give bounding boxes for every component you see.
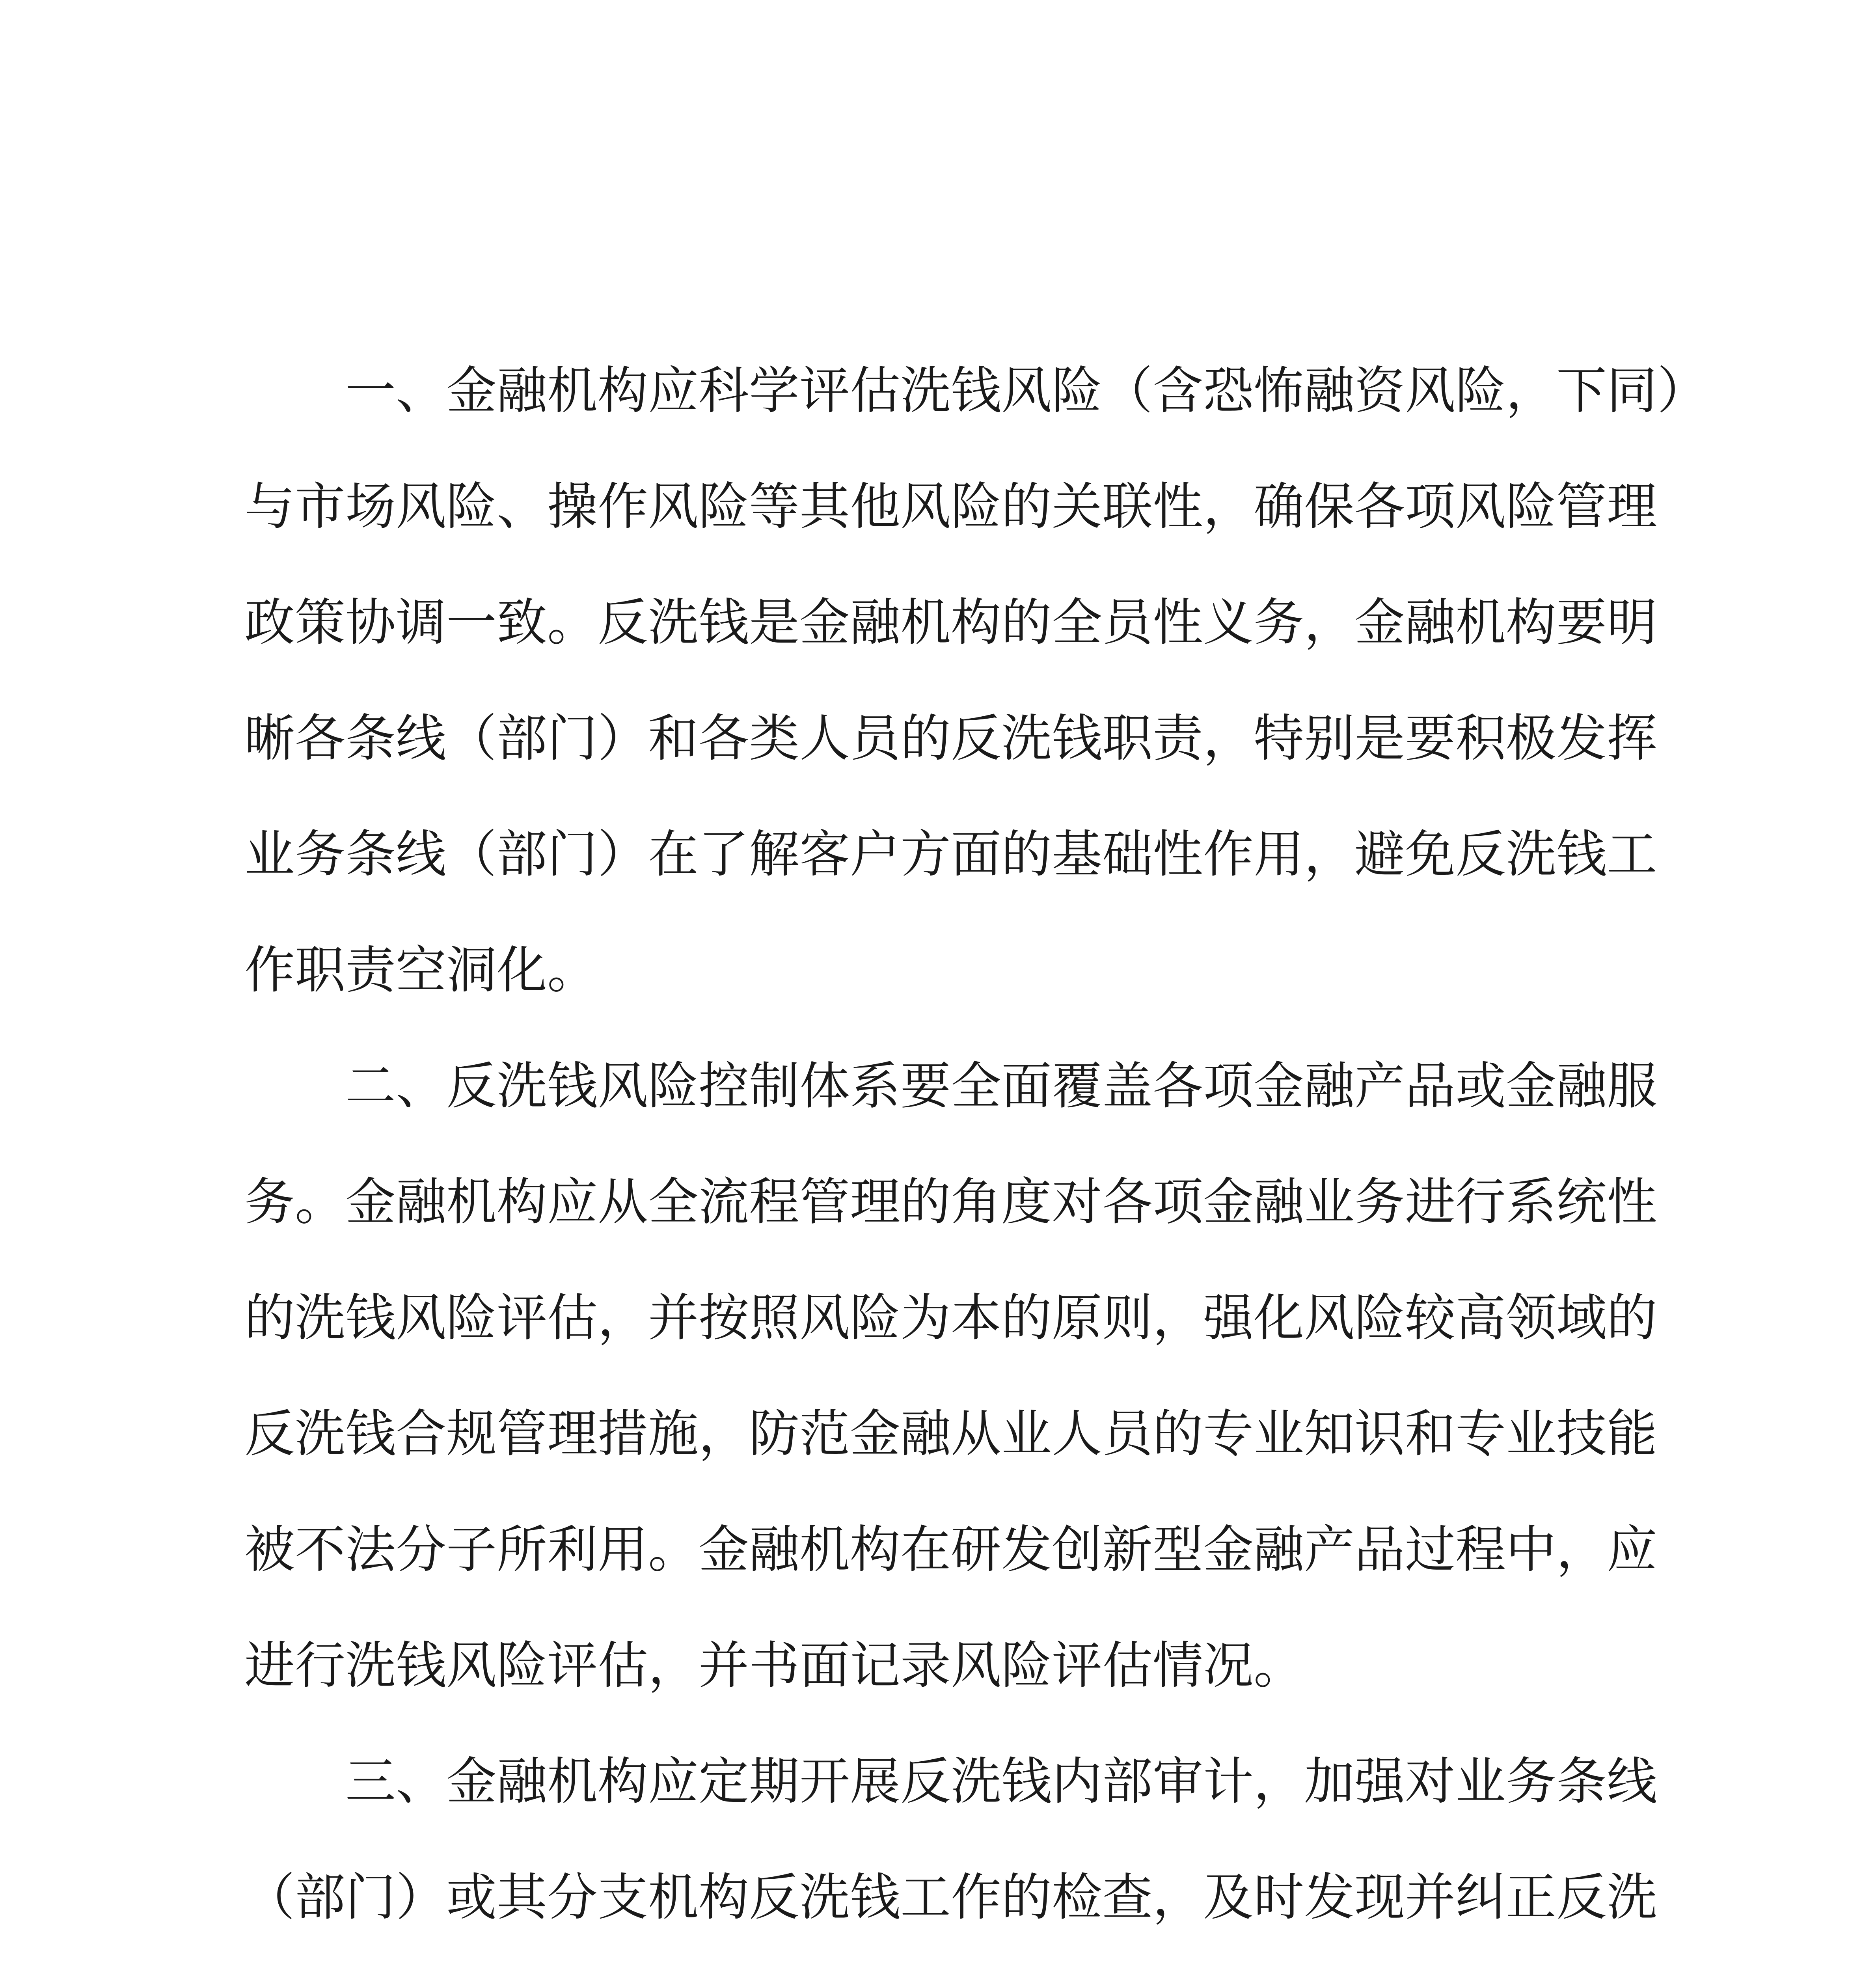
paragraph-3-line-2: （部门）或其分支机构反洗钱工作的检查，及时发现并纠正反洗 (244, 1868, 1658, 1927)
paragraph-1-line-3: 政策协调一致。反洗钱是金融机构的全员性义务，金融机构要明 (244, 593, 1658, 652)
paragraph-1-line-2: 与市场风险、操作风险等其他风险的关联性，确保各项风险管理 (244, 477, 1658, 536)
paragraph-2-line-2: 务。金融机构应从全流程管理的角度对各项金融业务进行系统性 (244, 1173, 1658, 1231)
paragraph-2-line-5: 被不法分子所利用。金融机构在研发创新型金融产品过程中，应 (244, 1520, 1658, 1579)
document-body (244, 333, 1708, 1971)
paragraph-3-line-1: 三、金融机构应定期开展反洗钱内部审计，加强对业务条线 (345, 1752, 1658, 1811)
paragraph-2-line-6: 进行洗钱风险评估，并书面记录风险评估情况。 (244, 1636, 1304, 1695)
paragraph-3-line-3 (244, 1956, 1616, 1971)
paragraph-1-line-4: 晰各条线（部门）和各类人员的反洗钱职责，特别是要积极发挥 (244, 709, 1658, 768)
paragraph-2-line-4: 反洗钱合规管理措施，防范金融从业人员的专业知识和专业技能 (244, 1405, 1658, 1463)
paragraph-2-line-3: 的洗钱风险评估，并按照风险为本的原则，强化风险较高领域的 (244, 1289, 1658, 1347)
paragraph-1-line-6: 作职责空洞化。 (244, 941, 598, 1000)
paragraph-1-line-1: 一、金融机构应科学评估洗钱风险（含恐怖融资风险，下同） (345, 361, 1708, 420)
paragraph-2-line-1: 二、反洗钱风险控制体系要全面覆盖各项金融产品或金融服 (345, 1057, 1658, 1116)
paragraph-1-line-5: 业务条线（部门）在了解客户方面的基础性作用，避免反洗钱工 (244, 825, 1658, 884)
